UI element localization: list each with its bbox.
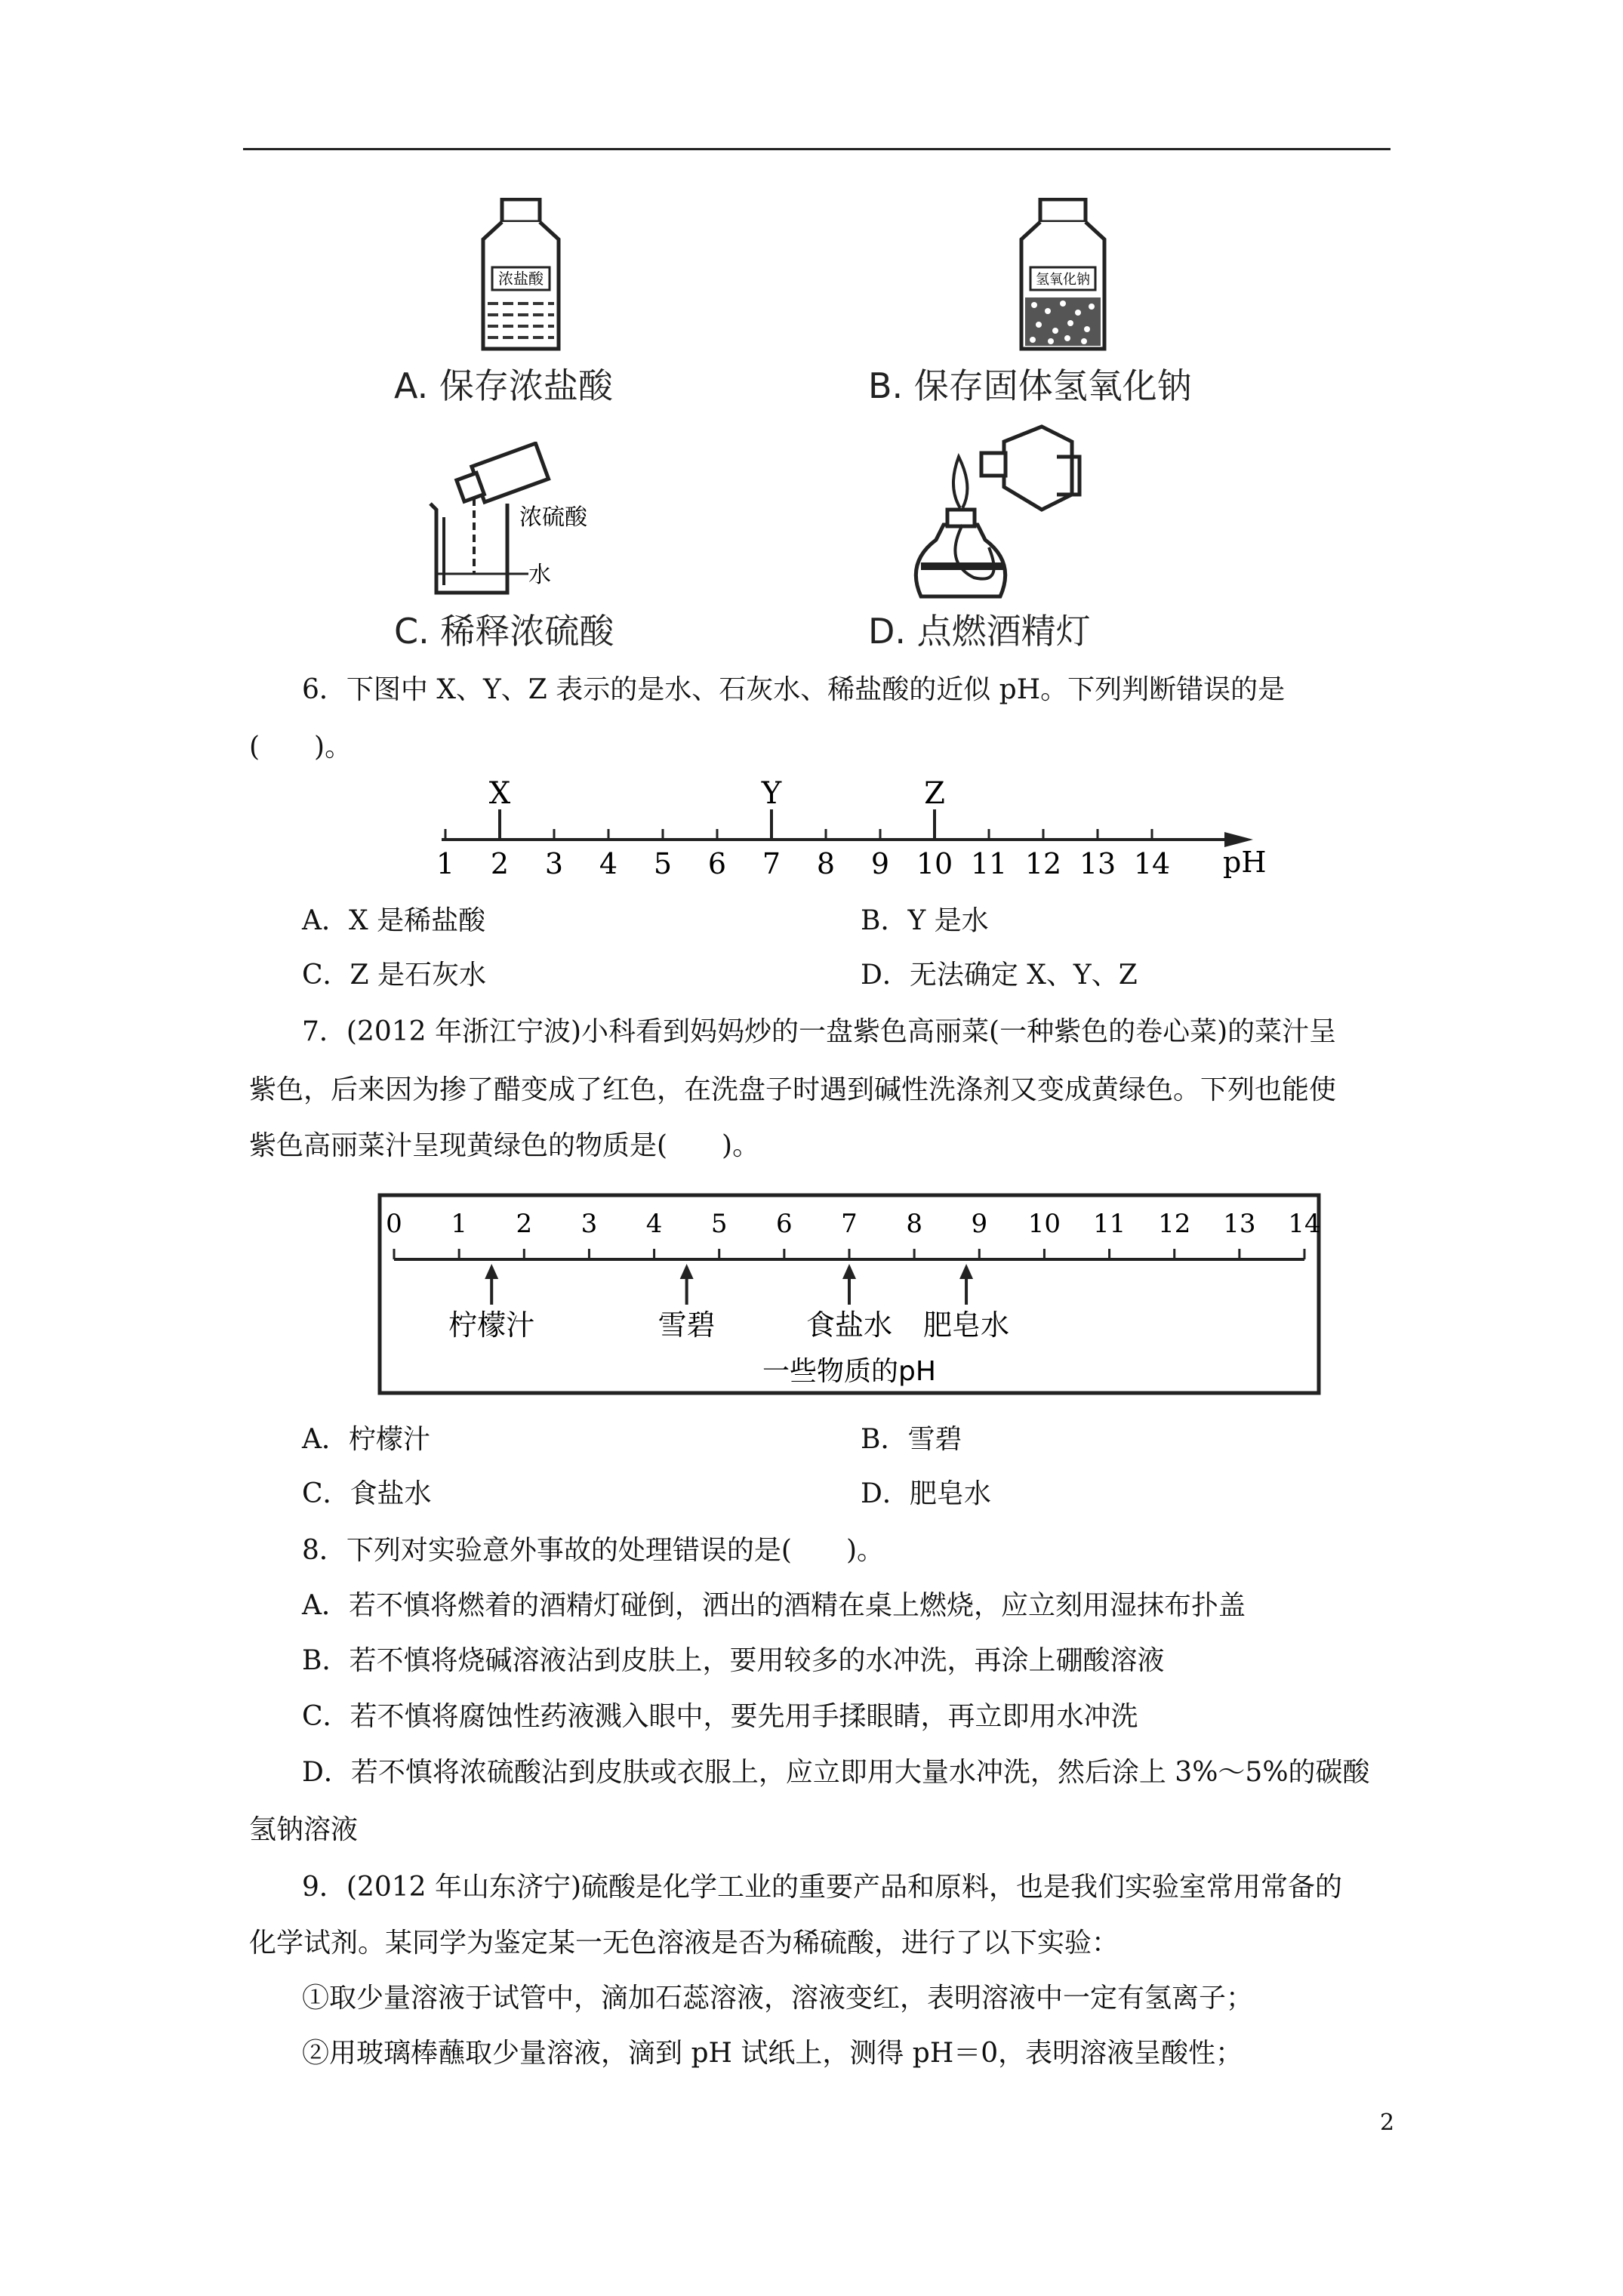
scale-tick-label-1: 1 [451, 1209, 467, 1239]
q8-option-d-line1: D．若不慎将浓硫酸沾到皮肤或衣服上，应立即用大量水冲洗，然后涂上 3%～5%的碳酸 [302, 1757, 1370, 1788]
marker-label-z: Z [924, 778, 945, 811]
scale-tick-label-10: 10 [1027, 1209, 1061, 1239]
q8-option-b: B．若不慎将烧碱溶液沾到皮肤上，要用较多的水冲洗，再涂上硼酸溶液 [302, 1645, 1165, 1676]
ph-tick-label-6: 6 [707, 847, 727, 880]
substance-label-2: 食盐水 [805, 1308, 893, 1342]
q8-option-c: C．若不慎将腐蚀性药液溅入眼中，要先用手揉眼睛，再立即用水冲洗 [302, 1701, 1138, 1732]
q6-option-c: C．Z 是石灰水 [302, 960, 487, 991]
scale-tick-label-3: 3 [581, 1209, 598, 1239]
ph-tick-label-12: 12 [1024, 847, 1062, 880]
figure-a-caption: A. 保存浓盐酸 [394, 365, 613, 406]
ph-tick-label-8: 8 [816, 847, 836, 880]
chart2-title: 一些物质的pH [762, 1356, 936, 1387]
q7-option-a: A．柠檬汁 [302, 1424, 430, 1455]
scale-tick-label-11: 11 [1092, 1209, 1126, 1239]
ph-tick-label-7: 7 [762, 847, 781, 880]
ph-tick-label-5: 5 [653, 847, 673, 880]
scale-tick-label-14: 14 [1288, 1209, 1321, 1239]
ph-tick-label-10: 10 [916, 847, 953, 880]
dilution-figure [423, 442, 604, 600]
q6-option-a: A．X 是稀盐酸 [302, 905, 486, 936]
q6-option-b: B．Y 是水 [861, 905, 989, 936]
scale-tick-label-5: 5 [710, 1209, 728, 1239]
hcl-bottle-figure [453, 198, 589, 356]
water-label: 水 [528, 562, 551, 588]
q6-stem-line2: ( )。 [249, 732, 353, 763]
ph-tick-label-4: 4 [599, 847, 618, 880]
figure-b-caption: B. 保存固体氢氧化钠 [868, 365, 1192, 406]
q7-stem-line2: 紫色，后来因为掺了醋变成了红色，在洗盘子时遇到碱性洗涤剂又变成黄绿色。下列也能使 [249, 1074, 1337, 1105]
q6-stem-line1: 6．下图中 X、Y、Z 表示的是水、石灰水、稀盐酸的近似 pH。下列判断错误的是 [302, 674, 1286, 705]
hcl-bottle-label: 浓盐酸 [498, 270, 544, 288]
scale-tick-label-9: 9 [971, 1209, 988, 1239]
scale-tick-label-7: 7 [841, 1209, 858, 1239]
ph-tick-label-14: 14 [1133, 847, 1171, 880]
figure-c-caption: C. 稀释浓硫酸 [394, 611, 614, 652]
acid-label: 浓硫酸 [519, 504, 587, 531]
scale-tick-label-4: 4 [645, 1209, 663, 1239]
q9-stem-line1: 9．(2012 年山东济宁)硫酸是化学工业的重要产品和原料，也是我们实验室常用常备的 [302, 1872, 1343, 1903]
scale-tick-label-2: 2 [516, 1209, 533, 1239]
scale-tick-label-6: 6 [776, 1209, 793, 1239]
ph-tick-label-2: 2 [490, 847, 510, 880]
figure-d-caption: D. 点燃酒精灯 [868, 611, 1091, 652]
q9-step2: ②用玻璃棒蘸取少量溶液，滴到 pH 试纸上，测得 pH＝0，表明溶液呈酸性； [302, 2038, 1243, 2069]
substance-label-1: 雪碧 [658, 1308, 716, 1342]
q6-option-d: D．无法确定 X、Y、Z [861, 960, 1138, 991]
q7-option-d: D．肥皂水 [861, 1478, 991, 1509]
q9-step1: ①取少量溶液于试管中，滴加石蕊溶液，溶液变红，表明溶液中一定有氢离子； [302, 1983, 1254, 2014]
page-number: 2 [1380, 2110, 1395, 2136]
marker-label-x: X [488, 778, 511, 811]
ph-tick-label-11: 11 [970, 847, 1008, 880]
q7-option-c: C．食盐水 [302, 1478, 432, 1509]
header-rule [243, 148, 1390, 150]
substance-label-3: 肥皂水 [923, 1308, 1010, 1342]
scale-tick-label-12: 12 [1158, 1209, 1191, 1239]
ph-tick-label-9: 9 [870, 847, 890, 880]
q6-axis-label: pH [1223, 846, 1267, 879]
marker-label-y: Y [761, 778, 782, 811]
q8-option-d-line2: 氢钠溶液 [249, 1814, 359, 1845]
q7-option-b: B．雪碧 [861, 1424, 962, 1455]
scale-tick-label-13: 13 [1223, 1209, 1256, 1239]
ph-tick-label-1: 1 [436, 847, 455, 880]
substance-label-0: 柠檬汁 [448, 1308, 535, 1342]
substances-ph-chart [377, 1193, 1321, 1397]
q8-stem: 8．下列对实验意外事故的处理错误的是( )。 [302, 1535, 884, 1566]
scale-tick-label-8: 8 [906, 1209, 922, 1239]
q8-option-a: A．若不慎将燃着的酒精灯碰倒，洒出的酒精在桌上燃烧，应立刻用湿抹布扑盖 [302, 1590, 1246, 1621]
q7-stem-line3: 紫色高丽菜汁呈现黄绿色的物质是( )。 [249, 1130, 760, 1161]
scale-tick-label-0: 0 [386, 1209, 402, 1239]
naoh-bottle-label: 氢氧化钠 [1036, 272, 1090, 288]
ph-number-line-q6 [423, 778, 1268, 883]
q7-stem-line1: 7．(2012 年浙江宁波)小科看到妈妈炒的一盘紫色高丽菜(一种紫色的卷心菜)的菜汁呈 [302, 1016, 1337, 1047]
alcohol-lamp-figure [891, 411, 1087, 600]
ph-tick-label-13: 13 [1079, 847, 1116, 880]
naoh-bottle-figure [995, 198, 1131, 356]
q9-stem-line2: 化学试剂。某同学为鉴定某一无色溶液是否为稀硫酸，进行了以下实验： [249, 1928, 1119, 1959]
ph-tick-label-3: 3 [544, 847, 564, 880]
